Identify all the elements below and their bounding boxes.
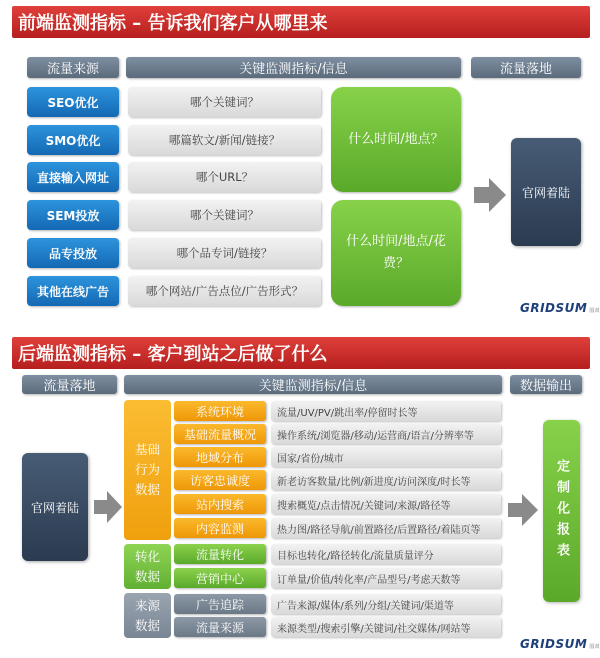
gridsum-logo-sub: 国双 — [589, 308, 600, 314]
time-location-cost-box — [331, 200, 461, 306]
row-label-traffic-conversion: 流量转化 — [174, 544, 266, 564]
header-key-metrics-2: 关键监测指标/信息 — [124, 375, 502, 394]
section2-title: 后端监测指标 – 客户到站之后做了什么 — [18, 344, 328, 365]
custom-report-box — [543, 420, 580, 602]
row-label-site-search: 站内搜索 — [174, 494, 266, 514]
header-traffic-source: 流量来源 — [27, 57, 119, 78]
arrow-right-icon-3 — [508, 494, 538, 526]
group-basic-line2: 行为 — [134, 462, 160, 477]
header-traffic-landing: 流量落地 — [471, 57, 581, 78]
group-conversion-line2: 数据 — [134, 568, 160, 584]
group-basic-behavior — [124, 400, 171, 540]
official-site-landing-box: 官网着陆 — [511, 138, 581, 246]
source-smo: SMO优化 — [27, 125, 119, 155]
row-detail-content-monitor: 热力图/路径导航/前置路径/后置路径/着陆页等 — [271, 518, 501, 538]
source-seo: SEO优化 — [27, 87, 119, 117]
row-label-marketing-center: 营销中心 — [174, 568, 266, 588]
time-location-cost-line2: 费？ — [382, 256, 409, 271]
group-source-line1: 来源 — [134, 597, 160, 613]
row-detail-loyalty: 新老访客数量/比例/新进度/访问深度/时长等 — [271, 470, 501, 490]
question-direct-url: 哪个URL？ — [128, 162, 321, 192]
time-location-box: 什么时间/地点？ — [331, 87, 461, 192]
time-location-cost-line1: 什么时间/地点/花 — [346, 234, 446, 249]
header-key-metrics: 关键监测指标/信息 — [126, 57, 461, 78]
row-detail-marketing-center: 订单量/价值/转化率/产品型号/考虑天数等 — [271, 568, 501, 588]
row-detail-basic-traffic: 操作系统/浏览器/移动/运营商/语言/分辨率等 — [271, 424, 501, 444]
row-label-region: 地域分布 — [174, 447, 266, 467]
header-traffic-landing-2: 流量落地 — [22, 375, 117, 394]
source-brand-zone: 品专投放 — [27, 238, 119, 268]
gridsum-logo-2 — [520, 637, 599, 651]
gridsum-logo-text: GRIDSUM — [520, 301, 588, 315]
row-label-traffic-source: 流量来源 — [174, 617, 266, 637]
row-detail-site-search: 搜索概览/点击情况/关键词/来源/路径等 — [271, 494, 501, 514]
source-other-ads: 其他在线广告 — [27, 276, 119, 306]
row-detail-ad-tracking: 广告来源/媒体/系列/分组/关键词/渠道等 — [271, 594, 501, 614]
group-conversion — [124, 544, 171, 589]
question-smo: 哪篇软文/新闻/链接？ — [128, 125, 321, 155]
row-label-basic-traffic: 基础流量概况 — [174, 424, 266, 444]
question-sem: 哪个关键词？ — [128, 200, 321, 230]
row-label-ad-tracking: 广告追踪 — [174, 594, 266, 614]
question-brand-zone: 哪个品专词/链接？ — [128, 238, 321, 268]
section1-banner — [12, 6, 590, 38]
gridsum-logo — [520, 301, 599, 315]
row-detail-system-env: 流量/UV/PV/跳出率/停留时长等 — [271, 401, 501, 421]
row-label-system-env: 系统环境 — [174, 401, 266, 421]
group-basic-line3: 数据 — [134, 482, 160, 497]
section2-banner — [12, 337, 590, 369]
source-sem: SEM投放 — [27, 200, 119, 230]
row-label-loyalty: 访客忠诚度 — [174, 470, 266, 490]
row-detail-traffic-source: 来源类型/搜索引擎/关键词/社交媒体/网站等 — [271, 617, 501, 637]
arrow-right-icon-2 — [94, 491, 122, 523]
official-site-landing-box-2: 官网着陆 — [22, 453, 88, 561]
group-basic-line1: 基础 — [134, 442, 160, 457]
row-detail-region: 国家/省份/城市 — [271, 447, 501, 467]
section1-title: 前端监测指标 – 告诉我们客户从哪里来 — [18, 13, 328, 34]
header-data-output: 数据输出 — [510, 375, 582, 394]
question-other-ads: 哪个网站/广告点位/广告形式？ — [128, 276, 321, 306]
group-source-line2: 数据 — [134, 617, 160, 633]
gridsum-logo-sub-2: 国双 — [589, 644, 600, 650]
row-label-content-monitor: 内容监测 — [174, 518, 266, 538]
source-direct-url: 直接输入网址 — [27, 162, 119, 192]
row-detail-traffic-conversion: 目标也转化/路径转化/流量质量评分 — [271, 544, 501, 564]
custom-report-text: 定制化报表 — [554, 458, 569, 564]
gridsum-logo-text-2: GRIDSUM — [520, 637, 588, 651]
arrow-right-icon — [474, 178, 506, 212]
group-source — [124, 593, 171, 638]
question-seo: 哪个关键词？ — [128, 87, 321, 117]
group-conversion-line1: 转化 — [134, 548, 160, 564]
